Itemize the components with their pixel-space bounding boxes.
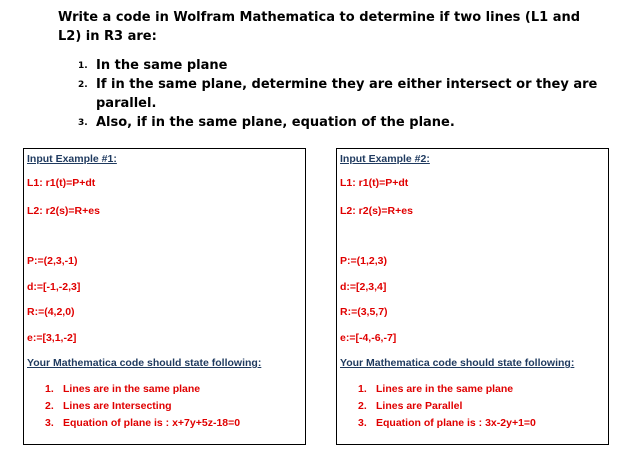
example-2-line-l2: L2: r2(s)=R+es [340,205,413,217]
question-title: Write a code in Wolfram Mathematica to determine if two lines (L1 and L2) in R3 are: [58,10,581,44]
question-item-2 [58,75,598,113]
example-2-vector-e: e:=[-4,-6,-7] [340,332,397,344]
result-text: Lines are in the same plane [63,383,201,395]
example-2-vector-d: d:=[2,3,4] [340,281,387,293]
example-2-line-l1: L1: r1(t)=P+dt [340,177,409,189]
question-item-number: 2. [78,80,88,90]
example-1-vector-e: e:=[3,1,-2] [27,332,77,344]
example-2-header: Input Example #2: [340,153,430,165]
result-number: 3. [358,417,367,429]
result-text: Equation of plane is : x+7y+5z-18=0 [63,417,241,429]
question-list [58,56,598,132]
question-item-text: If in the same plane, determine they are either intersect or they are parallel. [96,77,598,111]
question-item-number: 3. [78,118,88,128]
result-number: 2. [45,400,54,412]
example-1-vector-d: d:=[-1,-2,3] [27,281,81,293]
example-1-line-l2: L2: r2(s)=R+es [27,205,100,217]
example-1-state-header: Your Mathematica code should state following: [27,357,262,369]
result-text: Lines are in the same plane [376,383,514,395]
example-2-result-2 [358,400,462,412]
example-2-point-p: P:=(1,2,3) [340,255,387,267]
example-1-result-1 [45,383,200,395]
question-item-number: 1. [78,61,88,71]
question-item-1 [58,56,598,75]
example-2-box [336,148,609,445]
question-item-text: In the same plane [96,58,228,73]
example-1-point-r: R:=(4,2,0) [27,306,75,318]
question-item-3 [58,113,598,132]
example-1-line-l1: L1: r1(t)=P+dt [27,177,96,189]
example-2-point-r: R:=(3,5,7) [340,306,388,318]
example-1-header: Input Example #1: [27,153,117,165]
example-2-state-header: Your Mathematica code should state following: [340,357,575,369]
result-number: 1. [358,383,367,395]
example-1-result-3 [45,417,240,429]
result-text: Equation of plane is : 3x-2y+1=0 [376,417,536,429]
result-number: 1. [45,383,54,395]
result-number: 3. [45,417,54,429]
example-2-result-1 [358,383,513,395]
question-block [58,8,598,132]
example-1-result-2 [45,400,172,412]
example-1-point-p: P:=(2,3,-1) [27,255,78,267]
example-1-box [23,148,306,445]
result-text: Lines are Intersecting [63,400,172,412]
example-2-result-3 [358,417,536,429]
result-text: Lines are Parallel [376,400,463,412]
result-number: 2. [358,400,367,412]
question-item-text: Also, if in the same plane, equation of the plane. [96,115,455,130]
